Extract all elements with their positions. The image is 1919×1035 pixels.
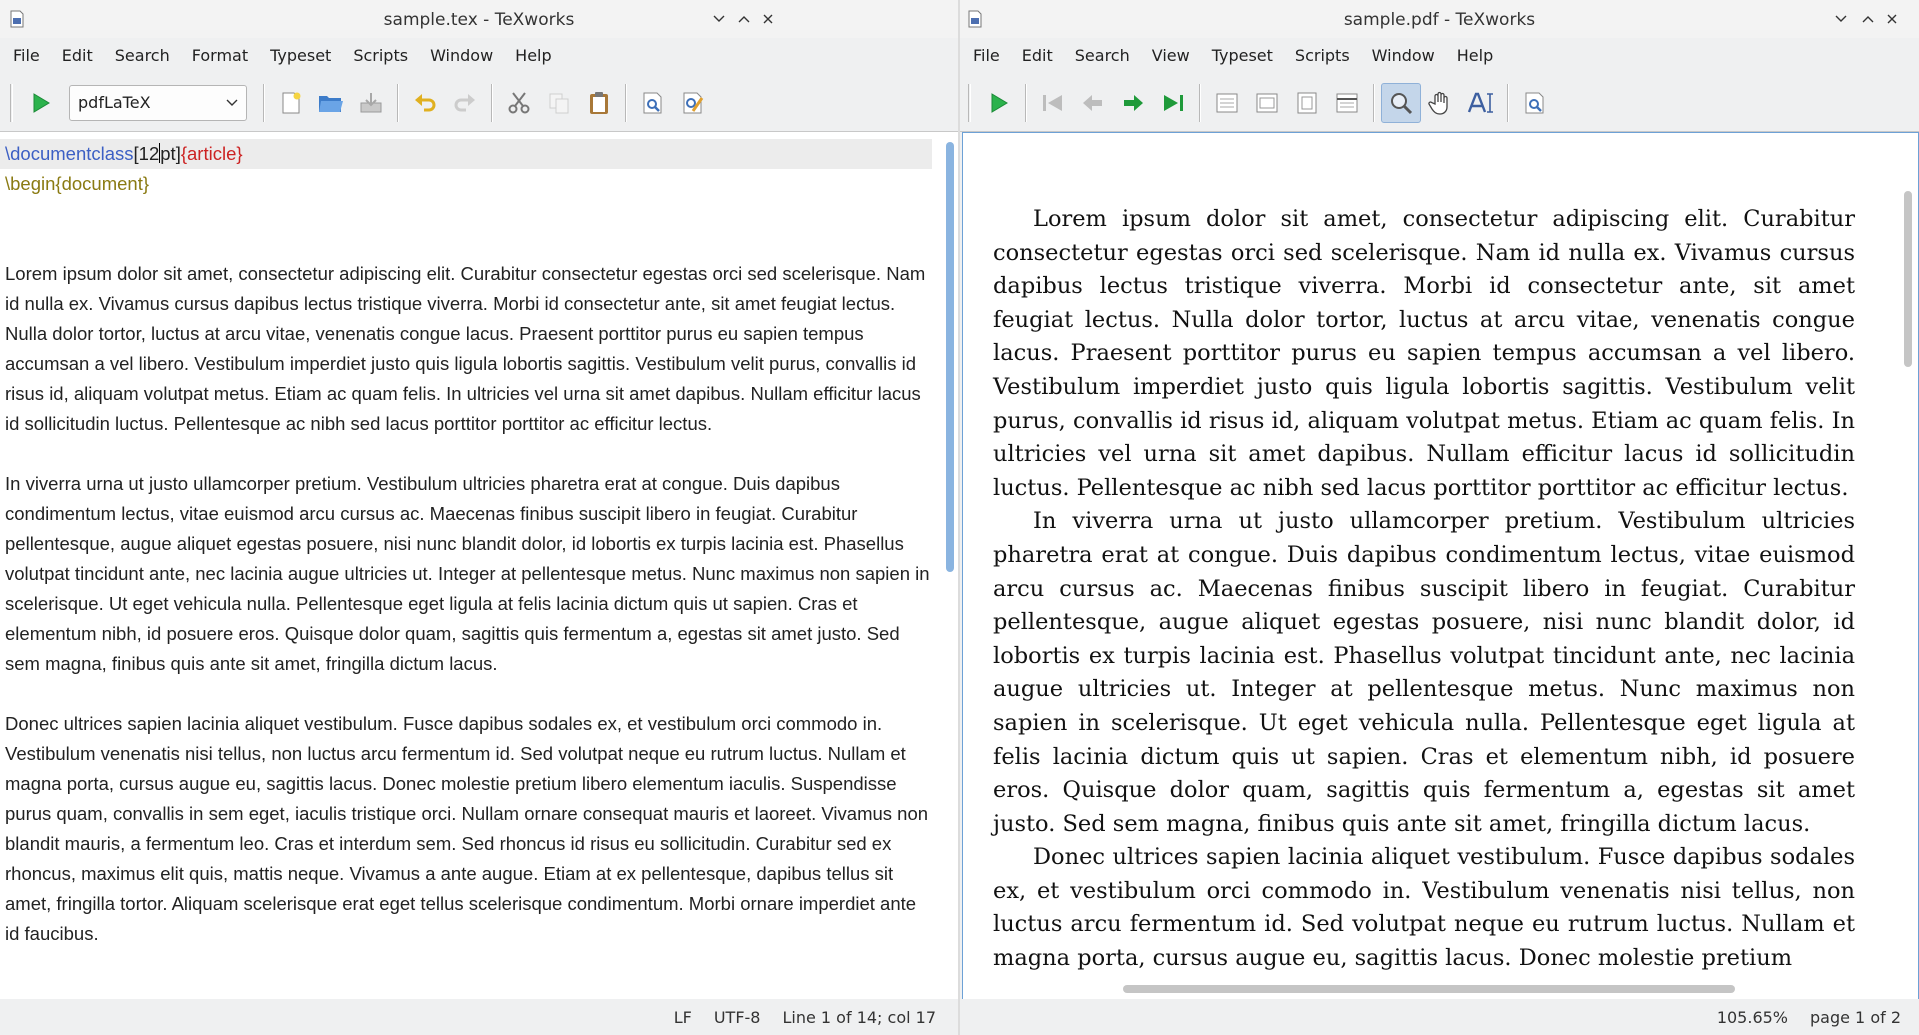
menu-file[interactable]: File — [13, 46, 40, 65]
blank-line — [5, 679, 930, 709]
blank-line — [5, 229, 930, 259]
editor-vertical-scrollbar[interactable] — [946, 142, 954, 572]
new-document-icon — [278, 90, 304, 116]
menu-file[interactable]: File — [973, 46, 1000, 65]
next-page-button[interactable] — [1113, 83, 1153, 123]
hand-icon — [1428, 90, 1454, 116]
toolbar-separator — [491, 84, 493, 122]
page-fit-width-icon — [1254, 90, 1280, 116]
close-icon[interactable] — [1882, 9, 1902, 29]
pdf-view[interactable] — [962, 132, 1919, 1000]
undo-icon — [412, 90, 438, 116]
source-code[interactable] — [5, 139, 930, 949]
source-editor[interactable] — [0, 132, 958, 1000]
find-replace-icon — [680, 90, 706, 116]
toolbar-handle[interactable] — [10, 84, 13, 122]
magnifier-icon — [1388, 90, 1414, 116]
typeset-engine-select[interactable] — [69, 85, 247, 121]
menu-window[interactable]: Window — [1371, 46, 1435, 65]
page-number-status: page 1 of 2 — [1810, 1007, 1901, 1027]
close-icon[interactable] — [758, 9, 778, 29]
menu-typeset[interactable]: Typeset — [1211, 46, 1273, 65]
blank-line — [5, 439, 930, 469]
scissors-icon — [506, 90, 532, 116]
last-page-icon — [1160, 91, 1186, 115]
latex-command: \documentclass — [5, 143, 134, 164]
toolbar-separator — [397, 84, 399, 122]
arrow-left-icon — [1080, 91, 1106, 115]
typeset-button[interactable] — [21, 83, 61, 123]
find-document-icon — [1522, 90, 1548, 116]
page-fit-window-icon — [1294, 90, 1320, 116]
find-document-icon — [640, 90, 666, 116]
replace-button[interactable] — [673, 83, 713, 123]
pdf-vertical-scrollbar[interactable] — [1904, 191, 1912, 367]
first-page-button[interactable] — [1033, 83, 1073, 123]
latex-option: pt] — [160, 143, 181, 164]
clipboard-icon — [586, 90, 612, 116]
editor-titlebar — [0, 0, 958, 38]
editor-window-title: sample.tex - TeXworks — [383, 10, 575, 30]
text-select-icon — [1466, 90, 1496, 116]
save-file-button[interactable] — [351, 83, 391, 123]
code-line: \begin{document} — [5, 173, 150, 194]
menu-edit[interactable]: Edit — [1021, 46, 1053, 65]
page-actual-size-icon — [1214, 90, 1240, 116]
source-paragraph-1: Lorem ipsum dolor sit amet, consectetur adipiscing elit. Curabitur consectetur egestas orci sed scelerisque. Nam id nulla ex. Vivamus cursus dapibus lectus tristique viverra. Morbi id consectetur ante, sit amet feugiat lectus. Nulla dolor tortor, luctus at arcu vitae, venenatis congue lacus. Praesent porttitor purus eu sapien tempus accumsan a vel libero. Vestibulum imperdiet justo quis ligula lobortis sagittis. Vestibulum velit purus, convallis id risus id, aliquam volutpat metus. Etiam ac quam felis. In ultricies vel urna sit amet dapibus. Nullam efficitur lacus id sollicitudin luctus. Pellentesque ac nibh sed lacus porttitor porttitor ac efficitur lectus. — [5, 263, 926, 434]
save-icon — [358, 90, 384, 116]
latex-option: [12 — [133, 143, 160, 164]
open-file-button[interactable] — [311, 83, 351, 123]
page-fit-content-icon — [1334, 90, 1360, 116]
viewer-titlebar — [960, 0, 1919, 38]
pdf-page-content — [993, 203, 1855, 976]
engine-value: pdfLaTeX — [78, 93, 151, 112]
pdf-viewer-window — [960, 0, 1919, 1035]
last-page-button[interactable] — [1153, 83, 1193, 123]
zoom-level-status: 105.65% — [1716, 1007, 1788, 1027]
menu-help[interactable]: Help — [1456, 46, 1494, 65]
minimize-icon[interactable] — [709, 9, 729, 29]
pdf-paragraph-2: In viverra urna ut justo ullamcorper pretium. Vestibulum ultricies pharetra erat at congue. Duis dapibus condimentum lectus, vitae euismod arcu cursus ac. Maecenas finibus suscipit libero in feugiat. Curabitur pellentesque, augue aliquet egestas posuere, nisi nunc blandit dolor, id lobortis ex turpis lacinia est. Phasellus volutpat tincidunt ante, nec lacinia augue ultricies ut. Integer at pellentesque metus. Nunc maximus non sapien in scelerisque. Ut eget vehicula nulla. Pellentesque eget ligula at felis lacinia dictum quis ut sapien. Cras et elementum nibh, id posuere eros. Quisque dolor quam, sagittis quis fermentum a, egestas sit amet justo. Sed sem magna, finibus quis ante sit amet, fringilla dictum lacus. — [993, 508, 1855, 837]
fit-content-button[interactable] — [1327, 83, 1367, 123]
copy-icon — [546, 90, 572, 116]
toolbar-separator — [1373, 84, 1375, 122]
first-page-icon — [1040, 91, 1066, 115]
magnify-tool-button[interactable] — [1381, 83, 1421, 123]
encoding-status[interactable]: UTF-8 — [713, 1007, 761, 1027]
copy-button[interactable] — [539, 83, 579, 123]
scroll-tool-button[interactable] — [1421, 83, 1461, 123]
minimize-icon[interactable] — [1831, 9, 1851, 29]
toolbar-separator — [625, 84, 627, 122]
toolbar-separator — [1507, 84, 1509, 122]
menu-typeset[interactable]: Typeset — [270, 46, 332, 65]
menu-search[interactable]: Search — [114, 46, 170, 65]
latex-argument: {article} — [180, 143, 243, 164]
actual-size-button[interactable] — [1207, 83, 1247, 123]
editor-menubar — [0, 38, 958, 74]
play-icon — [29, 91, 53, 115]
paste-button[interactable] — [579, 83, 619, 123]
toolbar-separator — [1199, 84, 1201, 122]
menu-view[interactable]: View — [1151, 46, 1190, 65]
previous-page-button[interactable] — [1073, 83, 1113, 123]
chevron-down-icon — [226, 99, 238, 107]
viewer-statusbar — [960, 999, 1919, 1035]
typeset-button[interactable] — [979, 83, 1019, 123]
cursor-position-status: Line 1 of 14; col 17 — [782, 1007, 936, 1027]
fit-window-button[interactable] — [1287, 83, 1327, 123]
cut-button[interactable] — [499, 83, 539, 123]
viewer-window-title: sample.pdf - TeXworks — [1343, 10, 1536, 30]
editor-statusbar — [0, 999, 958, 1035]
undo-button[interactable] — [405, 83, 445, 123]
menu-help[interactable]: Help — [515, 46, 552, 65]
toolbar-separator — [263, 84, 265, 122]
fit-width-button[interactable] — [1247, 83, 1287, 123]
menu-search[interactable]: Search — [1074, 46, 1130, 65]
menu-scripts[interactable]: Scripts — [1294, 46, 1350, 65]
viewer-toolbar — [960, 74, 1919, 132]
toolbar-separator — [1025, 84, 1027, 122]
viewer-menubar — [960, 38, 1919, 74]
pdf-paragraph-3: Donec ultrices sapien lacinia aliquet vestibulum. Fusce dapibus sodales ex, et vestibulum orci commodo in. Vestibulum venenatis nisi tellus, non luctus arcu fermentum id. Sed volutpat neque eu rutrum luctus. Nullam et magna porta, cursus augue eu, sagittis lacus. Donec molestie pretium — [993, 844, 1855, 972]
folder-open-icon — [317, 90, 345, 116]
editor-toolbar — [0, 74, 958, 132]
find-button[interactable] — [633, 83, 673, 123]
pdf-paragraph-1: Lorem ipsum dolor sit amet, consectetur adipiscing elit. Curabitur consectetur egestas orci sed scelerisque. Nam id nulla ex. Vivamus cursus dapibus lectus tristique viverra. Morbi id consectetur ante, sit amet feugiat lectus. Nulla dolor tortor, luctus at arcu vitae, venenatis congue lacus. Praesent porttitor purus eu sapien tempus accumsan a vel libero. Vestibulum imperdiet justo quis ligula lobortis sagittis. Vestibulum velit purus, convallis id risus id, aliquam volutpat metus. Etiam ac quam felis. In ultricies vel urna sit amet dapibus. Nullam efficitur lacus id sollicitudin luctus. Pellentesque ac nibh sed lacus porttitor porttitor ac efficitur lectus. — [993, 206, 1855, 501]
menu-edit[interactable]: Edit — [61, 46, 93, 65]
arrow-right-icon — [1120, 91, 1146, 115]
blank-line — [5, 199, 930, 229]
new-file-button[interactable] — [271, 83, 311, 123]
source-paragraph-2: In viverra urna ut justo ullamcorper pretium. Vestibulum ultricies pharetra erat at congue. Duis dapibus condimentum lectus, vitae euismod arcu cursus ac. Maecenas finibus suscipit libero in feugiat. Curabitur pellentesque, augue aliquet egestas posuere, nisi nunc blandit dolor, id lobortis ex turpis lacinia est. Phasellus volutpat tincidunt ante, nec lacinia augue ultricies ut. Integer at pellentesque metus. Nunc maximus non sapien in scelerisque. Ut eget vehicula nulla. Pellentesque eget ligula at felis lacinia dictum quis ut sapien. Cras et elementum nibh, id posuere eros. Quisque dolor quam, sagittis quis fermentum a, egestas sit amet justo. Sed sem magna, finibus quis ante sit amet, fringilla dictum lacus. — [5, 473, 930, 674]
source-paragraph-3: Donec ultrices sapien lacinia aliquet vestibulum. Fusce dapibus sodales ex, et vestibulum orci commodo in. Vestibulum venenatis nisi tellus, non luctus arcu fermentum id. Sed volutpat neque eu rutrum luctus. Nullam et magna porta, cursus augue eu, sagittis lacus. Donec molestie pretium libero elementum iaculis. Suspendisse purus quam, convallis in sem eget, iaculis tristique orci. Nullam ornare consequat mauris et laoreet. Vivamus non blandit mauris, a fermentum leo. Cras et interdum sem. Sed rhoncus id risus eu sollicitudin. Curabitur sed ex rhoncus, maximus elit quis, mattis neque. Vivamus a ante augue. Etiam at ex pellentesque, dapibus tellus sit amet, fringilla tortor. Aliquam scelerisque erat eget tellus scelerisque condimentum. Morbi ornare imperdiet ante id faucibus. — [5, 713, 929, 944]
menu-window[interactable]: Window — [430, 46, 494, 65]
line-ending-status[interactable]: LF — [673, 1007, 692, 1027]
select-text-tool-button[interactable] — [1461, 83, 1501, 123]
pdf-horizontal-scrollbar[interactable] — [1123, 985, 1735, 993]
find-button[interactable] — [1515, 83, 1555, 123]
menu-format[interactable]: Format — [191, 46, 249, 65]
maximize-icon[interactable] — [1858, 9, 1878, 29]
toolbar-handle[interactable] — [968, 84, 971, 122]
menu-scripts[interactable]: Scripts — [353, 46, 409, 65]
redo-icon — [452, 90, 478, 116]
editor-window — [0, 0, 958, 1035]
code-line — [5, 139, 930, 169]
maximize-icon[interactable] — [734, 9, 754, 29]
play-icon — [987, 91, 1011, 115]
redo-button[interactable] — [445, 83, 485, 123]
